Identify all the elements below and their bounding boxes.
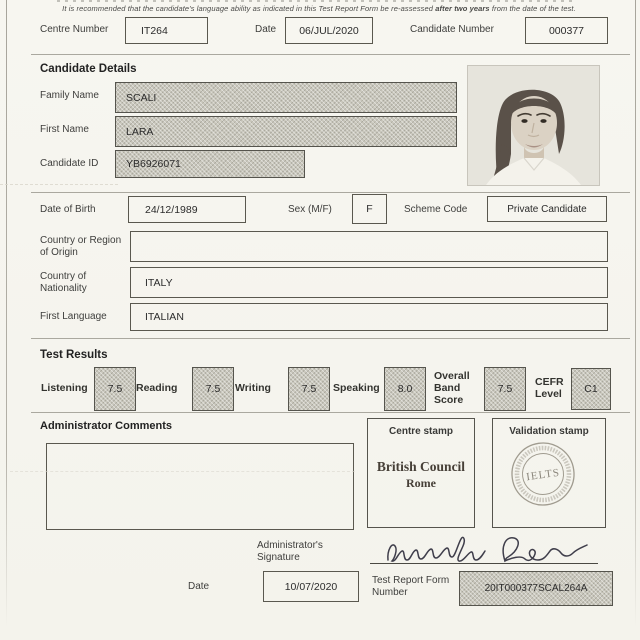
date-of-birth-value: 24/12/1989 <box>145 203 198 216</box>
origin-label <box>40 235 121 259</box>
centre-stamp-label: Centre stamp <box>389 426 453 437</box>
note-bold: after two years <box>435 4 490 13</box>
trf-label-line2: Number <box>372 587 408 598</box>
family-name-label: Family Name <box>40 90 99 101</box>
scan-artifact-line <box>10 471 355 472</box>
scan-artifact-line <box>0 184 118 185</box>
note-suffix: from the date of the test. <box>491 4 576 13</box>
sex-field <box>352 194 387 224</box>
section-divider <box>31 54 630 55</box>
first-name-value: LARA <box>126 125 154 138</box>
writing-score: 7.5 <box>301 383 317 395</box>
centre-number-value: IT264 <box>141 24 168 37</box>
validation-stamp-box <box>492 418 606 528</box>
nationality-label-line2: Nationality <box>40 283 87 294</box>
validation-stamp-seal <box>508 439 578 509</box>
candidate-photo <box>467 65 600 186</box>
trf-number-field <box>459 571 613 606</box>
reading-label: Reading <box>136 382 178 394</box>
section-divider <box>31 338 630 339</box>
scheme-code-value: Private Candidate <box>507 203 587 215</box>
signature-line <box>370 563 598 564</box>
section-divider <box>31 192 630 193</box>
origin-field <box>130 231 608 262</box>
nationality-label <box>40 271 87 295</box>
cefr-level-box <box>571 368 611 410</box>
test-results-heading: Test Results <box>40 349 108 361</box>
listening-score-box <box>94 367 136 411</box>
reading-score: 7.5 <box>205 383 221 395</box>
scheme-code-field <box>487 196 607 222</box>
candidate-number-value: 000377 <box>548 24 585 37</box>
candidate-number-field <box>525 17 608 44</box>
centre-stamp-line2: Rome <box>406 476 436 490</box>
family-name-value: SCALI <box>126 91 157 104</box>
reassessment-note <box>30 4 608 13</box>
page-left-border <box>6 0 7 640</box>
nationality-value: ITALY <box>145 276 173 289</box>
trf-label-line1: Test Report Form <box>372 575 450 586</box>
overall-band-score-label: Overall Band Score <box>434 370 470 406</box>
centre-stamp-line1: British Council <box>376 459 466 474</box>
first-language-field <box>130 303 608 331</box>
candidate-id-label: Candidate ID <box>40 158 99 169</box>
validation-stamp-label: Validation stamp <box>509 426 589 437</box>
trf-number-value: 20IT000377SCAL264A <box>484 583 588 594</box>
form-date-field <box>263 571 359 602</box>
origin-label-line1: Country or Region <box>40 235 122 246</box>
signature-label-line1: Administrator's <box>257 540 323 551</box>
trf-number-label <box>372 575 449 599</box>
family-name-field <box>115 82 457 113</box>
test-date-label: Date <box>255 24 277 35</box>
first-name-field <box>115 116 457 147</box>
origin-label-line2: of Origin <box>40 247 78 258</box>
centre-number-field <box>125 17 208 44</box>
page-right-border <box>635 0 636 640</box>
first-language-label: First Language <box>40 311 107 322</box>
test-date-value: 06/JUL/2020 <box>299 24 359 37</box>
note-prefix: It is recommended that the candidate's language ability as indicated in this Test Report Form be re-assessed <box>62 4 434 13</box>
speaking-score: 8.0 <box>397 383 413 395</box>
centre-stamp-text <box>368 459 474 491</box>
administrator-comments-box <box>46 443 354 530</box>
candidate-details-heading: Candidate Details <box>40 63 137 75</box>
cefr-level-label: CEFR Level <box>535 376 564 400</box>
clipped-text-artifact <box>57 0 577 2</box>
form-date-label: Date <box>188 581 210 592</box>
nationality-field <box>130 267 608 298</box>
writing-label: Writing <box>235 382 271 394</box>
overall-band-score: 7.5 <box>497 383 513 395</box>
test-date-field <box>285 17 373 44</box>
cefr-level-value: C1 <box>584 383 598 395</box>
scheme-code-label: Scheme Code <box>404 204 468 215</box>
first-name-label: First Name <box>40 124 89 135</box>
date-of-birth-field <box>128 196 246 223</box>
administrators-signature-label <box>257 540 323 564</box>
signature-label-line2: Signature <box>257 552 300 563</box>
centre-number-label: Centre Number <box>40 24 109 35</box>
section-divider <box>31 412 630 413</box>
form-date-value: 10/07/2020 <box>284 580 338 593</box>
listening-score: 7.5 <box>107 383 123 395</box>
sex-label: Sex (M/F) <box>288 204 332 215</box>
reading-score-box <box>192 367 234 411</box>
ielts-seal-text: IELTS <box>525 466 561 484</box>
nationality-label-line1: Country of <box>40 271 87 282</box>
centre-stamp-box <box>367 418 475 528</box>
writing-score-box <box>288 367 330 411</box>
first-language-value: ITALIAN <box>145 311 184 323</box>
administrator-comments-heading: Administrator Comments <box>40 420 173 432</box>
listening-label: Listening <box>41 382 88 394</box>
candidate-id-value: YB6926071 <box>126 158 181 170</box>
candidate-number-label: Candidate Number <box>410 24 494 35</box>
speaking-score-box <box>384 367 426 411</box>
date-of-birth-label: Date of Birth <box>40 204 96 215</box>
overall-band-score-box <box>484 367 526 411</box>
candidate-id-field <box>115 150 305 178</box>
sex-value: F <box>366 203 373 215</box>
speaking-label: Speaking <box>333 382 380 394</box>
